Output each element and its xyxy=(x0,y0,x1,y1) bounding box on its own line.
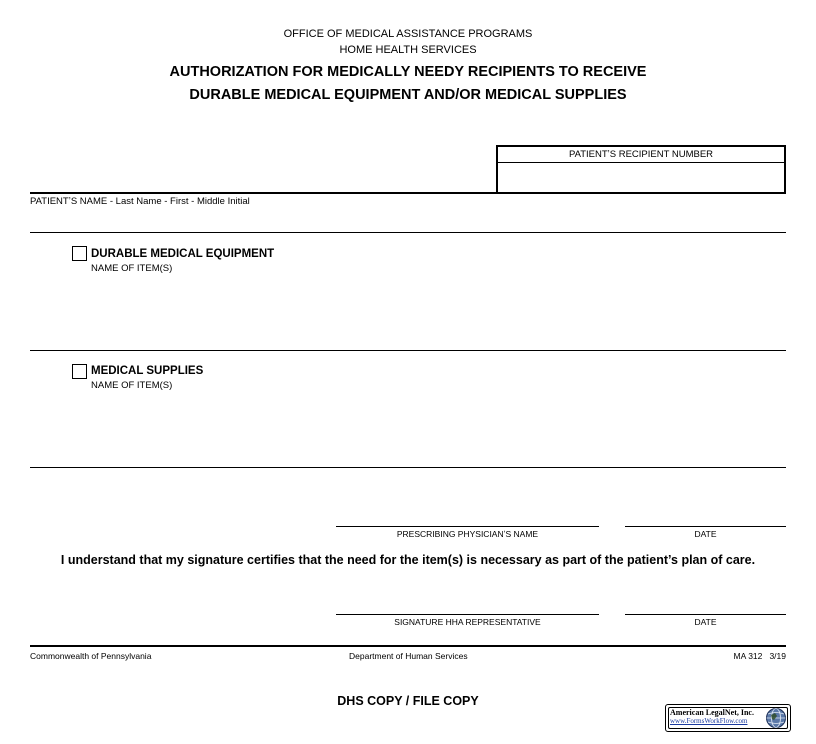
dme-bottom-rule xyxy=(30,350,786,351)
dme-title: DURABLE MEDICAL EQUIPMENT xyxy=(91,248,275,260)
patient-name-rule xyxy=(30,192,786,194)
supplies-items-label: NAME OF ITEM(S) xyxy=(91,380,173,391)
physician-date-line[interactable] xyxy=(625,526,786,527)
physician-name-label: PRESCRIBING PHYSICIANʼS NAME xyxy=(396,529,539,539)
logo-url[interactable]: www.FormsWorkFlow.com xyxy=(670,717,748,725)
footer-rule xyxy=(30,645,786,647)
footer-department: Department of Human Services xyxy=(349,651,468,661)
footer-commonwealth: Commonwealth of Pennsylvania xyxy=(30,651,152,661)
supplies-title: MEDICAL SUPPLIES xyxy=(91,365,204,377)
office-heading: OFFICE OF MEDICAL ASSISTANCE PROGRAMS xyxy=(283,28,533,40)
dme-checkbox[interactable] xyxy=(72,246,87,261)
hha-signature-line[interactable] xyxy=(336,614,599,615)
recipient-number-label: PATIENTʼS RECIPIENT NUMBER xyxy=(568,149,714,160)
recipient-number-divider xyxy=(498,162,784,163)
hha-date-line[interactable] xyxy=(625,614,786,615)
american-legalnet-logo[interactable] xyxy=(665,704,791,732)
footer-form-number: MA 312 3/19 xyxy=(733,651,786,661)
physician-date-label: DATE xyxy=(694,529,717,539)
patient-name-bottom-rule xyxy=(30,232,786,233)
physician-name-line[interactable] xyxy=(336,526,599,527)
form-title-line-2: DURABLE MEDICAL EQUIPMENT AND/OR MEDICAL SUPPLIES xyxy=(189,87,627,103)
certification-statement: I understand that my signature certifies that the need for the item(s) is necessary as part of the patient’s plan of care. xyxy=(60,553,756,567)
supplies-checkbox[interactable] xyxy=(72,364,87,379)
recipient-number-box[interactable] xyxy=(496,145,786,194)
copy-designation: DHS COPY / FILE COPY xyxy=(337,694,479,708)
logo-company-name: American LegalNet, Inc. xyxy=(670,708,754,717)
patient-name-label: PATIENTʼS NAME - Last Name - First - Middle Initial xyxy=(30,196,250,207)
hha-date-label: DATE xyxy=(694,617,717,627)
globe-icon xyxy=(765,707,787,729)
hha-signature-label: SIGNATURE HHA REPRESENTATIVE xyxy=(394,617,541,627)
supplies-bottom-rule xyxy=(30,467,786,468)
dme-items-label: NAME OF ITEM(S) xyxy=(91,263,173,274)
form-title-line-1: AUTHORIZATION FOR MEDICALLY NEEDY RECIPIENTS TO RECEIVE xyxy=(169,64,647,80)
program-heading: HOME HEALTH SERVICES xyxy=(339,44,477,56)
